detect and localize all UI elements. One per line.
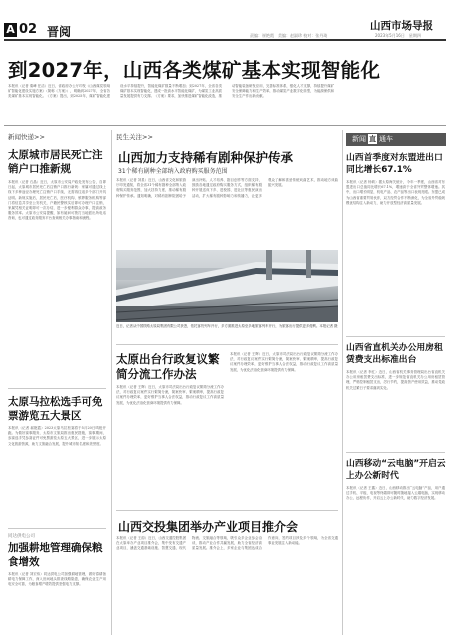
left-section-label: 新闻快递>> (8, 133, 45, 141)
middle-rule-2 (116, 510, 338, 511)
right-section-mark: 直 (369, 135, 376, 143)
photo-caption: 近日，记者从中国铁路太原局集团有限公司获悉，依托客货列车开行，多方面推进太原至多地旅客列车开行，为旅客出行提供更多便利。本报记者 摄 (116, 324, 338, 328)
middle-story2-title: 太原出台行政复议繁简分流工作办法 (116, 352, 220, 381)
right-story3-title: 山西移动“云电脑”开启云上办公新时代 (346, 459, 446, 481)
left-story3-text: 本报讯（记者 刘宏伟）同达供电公司加强耕地管理，做好春耕备耕电力保障工作，深入田间地头排查线路隐患，确保农业生产用电安全可靠，为粮食增产增效提供坚强电力支撑。 (8, 572, 106, 587)
middle-story1-text: 本报讯（记者 刘星）近日，山西省文化和旅游厅印发通知，将全省31个稀有剧种全部纳入政府购买服务范围，加大扶持力度，推动稀有剧种保护传承。通知明确，对稀有剧种院团给予演出补贴、人才培养、剧目创作等方面支持，鼓励各地通过政府购买服务方式，组织稀有剧种开展送戏下乡、进校园、进社区等惠民演出活动，扩大稀有剧种影响力和传播力，让更多观众了解和喜爱传统戏曲艺术，推动地方戏曲振兴发展。 (116, 178, 338, 198)
left-story2-text: 本报讯（记者 郝艳霞）2023太原马拉松赛将于5月20日鸣枪开跑。为做好赛事服务，太原市文旅局推出惠民措施，赛事期间，参赛选手凭参赛证件可免票游览太原五大景区，进一步展示太原文化旅游资源，助力文旅融合发展，提升城市知名度和美誉度。 (8, 426, 106, 446)
editors-line: 责编：崔艳霞 美编：赵淑珍 校对：张丹琦 (250, 33, 328, 38)
section-name: 晋阅 (47, 25, 72, 39)
page-number: 02 (19, 22, 38, 37)
col-divider-1 (111, 130, 112, 635)
right-section-banner (346, 133, 446, 146)
right-rule-1 (346, 336, 445, 337)
right-story2-text: 本报讯（记者 李红）近日，山西省机关事务管理局出台省直机关办公用房租赁费支出标准，进一步规范省直机关办公用房租赁管理，严格控制租赁支出，厉行节约，提高资产使用效益，推动党政机关过紧日子要求落到实处。 (346, 370, 445, 390)
right-section-tail: 通车 (379, 135, 393, 143)
right-story1-text: 本报讯（记者 杨莉）据太原海关统计，今年一季度，山西省对东盟进出口总值同比增长67.1%，增速高于全省外贸整体增速。其中，出口增长明显，机电产品、农产品等出口表现亮眼。东盟已成为山西省重要贸易伙伴，双方经贸合作不断深化，为全省外贸稳规模优结构注入新动力，助力开放型经济高质量发展。 (346, 180, 445, 205)
left-rule-2 (8, 528, 106, 529)
right-story2-title: 山西省直机关办公用房租赁费支出标准出台 (346, 343, 443, 365)
lead-title: 到2027年，山西各类煤矿基本实现智能化 (8, 59, 381, 82)
lead-text: 本报讯（记者 秦峰 任洁）近日，省政府办公厅印发《山西煤炭领域矿智能化建设实施方案》（简称《方案》），明确到2027年，全省各类煤矿基本实现智能化。《方案》提出，到2025年，煤矿智能化建设水平持续提升，智能化煤矿数量不断增加；到2027年，全省各类煤矿基本实现智能化，建成一批高水平智能化煤矿，为煤炭工业高质量发展提供有力支撑。《方案》要求，加快推进煤矿智能化改造，推动智能装备研发应用，完善标准体系，强化人才支撑，持续提升煤矿安全保障能力和生产效率，推动煤炭产业数字化转型，为能源保供和安全生产作出新贡献。 (8, 84, 334, 99)
left-story1-text: 本报讯（记者 石晶）近日，太原市公安局户政处发布公告，自即日起，太原城市居民死亡后注销户口推行新规：家属可通过线上线下多种途径办理死亡注销户口手续，无需再往返多个部门开具证明。新规实施后，居民死亡后，医疗机构、殡葬服务机构等部门将信息共享至公安机关，户籍民警核实后即可办理户口注销，家属凭相关证明即可一次办结，进一步便利群众办事，提高政务服务效率。太原市公安局提醒，如有疑问可拨打当地派出所电话咨询，也可通过政务服务平台查询相关办事指南和流程。 (8, 180, 106, 221)
col-divider-2 (342, 130, 343, 635)
railway-photo (116, 250, 338, 322)
middle-story3-text: 本报讯（记者 王韵）近日，山西交通控股集团在太原举办产业项目推介会，集中发布交通产业项目，涵盖交通基础设施、智慧交通、现代物流、交旅融合等领域，吸引众多企业参会洽谈，推动产业合作共赢发展，助力全省经济高质量发展。推介会上，多家企业与集团达成合作意向，签约项目涉及多个领域，为全省交通事业发展注入新动能。 (116, 536, 338, 551)
date-line: 2023年5月16日 星期四 (375, 33, 421, 38)
left-rule-1 (8, 388, 106, 389)
left-story1-title: 太原城市居民死亡注销户口推新规 (8, 149, 103, 175)
middle-section-label: 民生关注>> (116, 133, 153, 141)
railway-photo-art (116, 250, 338, 322)
left-story3-title: 加强耕地管理确保粮食增效 (8, 542, 103, 568)
middle-story2-text-cont: 本报讯（记者 王辉）近日，太原市司法局出台行政复议繁简分流工作办法，对行政复议案件实行繁简分流，简案快审、繁案精审，提高行政复议案件办理效率，更好维护当事人合法权益，推动行政复议工作高质量发展，为优化法治化营商环境提供有力保障。 (230, 352, 338, 372)
middle-story1-title: 山西加力支持稀有剧种保护传承 (118, 150, 294, 165)
left-story2-title: 太原马拉松选手可免票游览五大景区 (8, 396, 103, 422)
paper-name: 山西市场导报 (370, 20, 433, 32)
header-rule (4, 39, 446, 41)
right-story1-title: 山西首季度对东盟进出口同比增长67.1% (346, 153, 443, 175)
page-letter-badge: A (4, 23, 17, 37)
page-header (0, 0, 450, 40)
middle-story3-title: 山西交投集团举办产业项目推介会 (118, 520, 299, 534)
right-story3-text: 本报讯（记者 王鑫）近日，山西移动推出“云电脑”产品，用户通过手机、平板、电视等终端即可随时随地接入云端电脑，实现移动办公、远程协作，开启云上办公新时代，助力数字经济发展。 (346, 486, 445, 501)
middle-rule-1 (116, 344, 338, 345)
right-section-badge: 新闻 (352, 135, 366, 143)
lead-rule (4, 125, 446, 126)
right-rule-2 (346, 452, 445, 453)
left-story3-label: 同达供电公司 (8, 534, 35, 539)
middle-story1-subtitle: 31个稀有剧种全部纳入政府购买服务范围 (118, 168, 228, 175)
middle-story2-text: 本报讯（记者 王辉）近日，太原市司法局出台行政复议繁简分流工作办法，对行政复议案件实行繁简分流，简案快审、繁案精审，提高行政复议案件办理效率，更好维护当事人合法权益，推动行政复议工作高质量发展，为优化法治化营商环境提供有力保障。 (116, 385, 224, 405)
